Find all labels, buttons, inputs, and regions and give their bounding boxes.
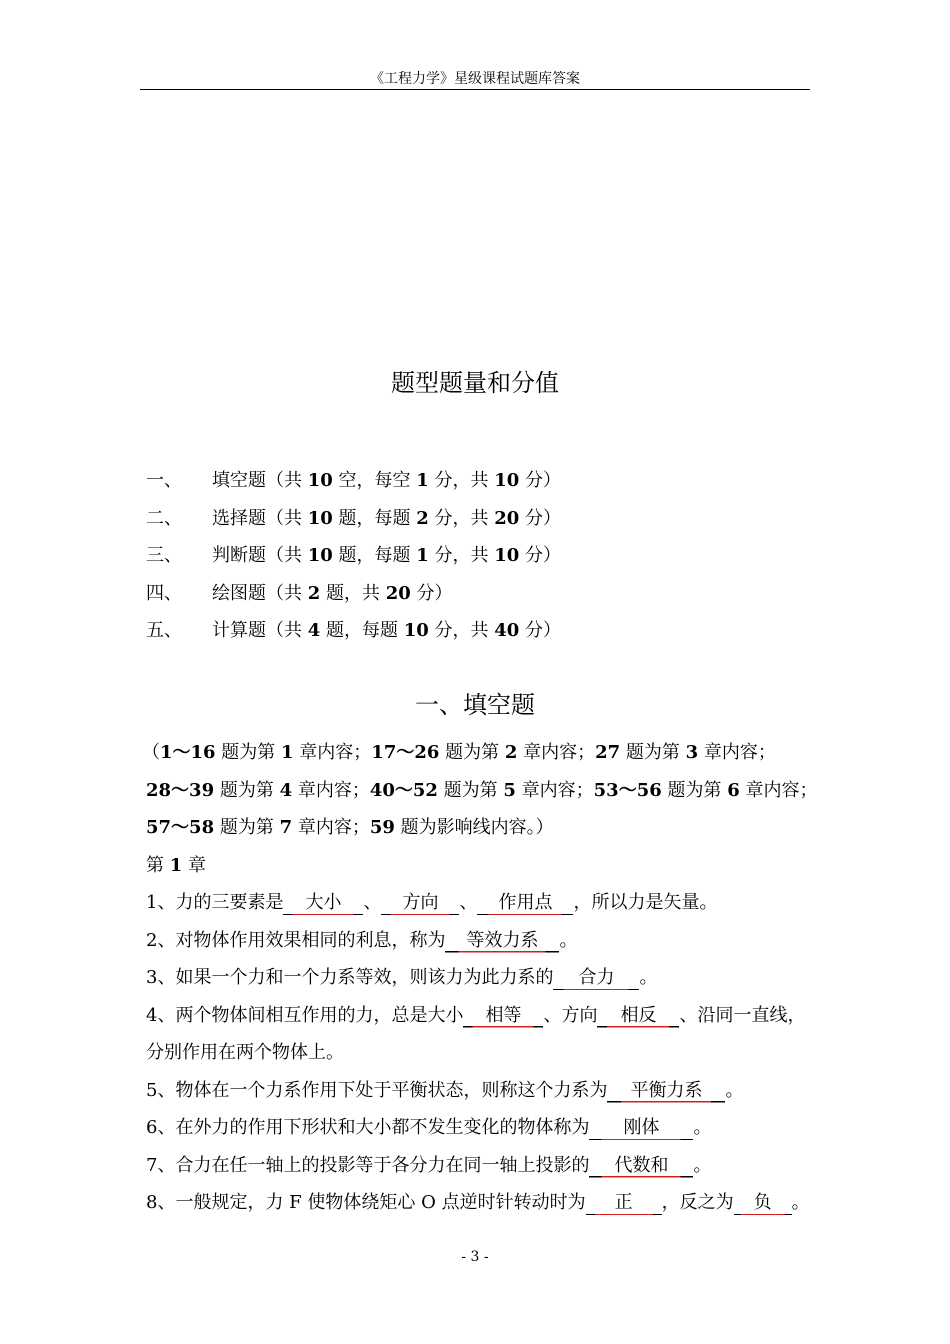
question-4-continued: 分别作用在两个物体上。	[146, 1042, 344, 1063]
question-type-item: 三、 判断题（共 10 题，每题 1 分，共 10 分）	[146, 545, 562, 566]
answer-blank: 作用点	[477, 891, 573, 915]
fill-in-section	[142, 738, 818, 1226]
answer-blank: 正	[586, 1191, 662, 1215]
question-type-item: 一、 填空题（共 10 空，每空 1 分，共 10 分）	[146, 470, 562, 491]
running-header: 《工程力学》星级课程试题库答案	[370, 71, 580, 87]
question-type-item: 四、 绘图题（共 2 题，共 20 分）	[146, 582, 453, 604]
question-1: 1、力的三要素是 大小 、 方向 、 作用点 ，所以力是矢量。	[146, 892, 718, 913]
section-title: 一、填空题	[415, 691, 535, 719]
chapter-heading: 第 1 章	[146, 854, 206, 876]
question-3: 3、如果一个力和一个力系等效，则该力为此力系的 合力 。	[146, 967, 658, 988]
chapter-range-note: （1～16 题为第 1 章内容；17～26 题为第 2 章内容；27 题为第 3 章内容；	[142, 742, 776, 763]
question-type-item: 五、 计算题（共 4 题，每题 10 分，共 40 分）	[146, 620, 562, 641]
answer-blank: 代数和	[589, 1154, 693, 1178]
chapter-range-note: 57～58 题为第 7 章内容；59 题为影响线内容。）	[146, 817, 554, 838]
question-7: 7、合力在任一轴上的投影等于各分力在同一轴上投影的 代数和 。	[146, 1154, 712, 1176]
answer-blank: 等效力系	[445, 929, 559, 953]
question-2: 2、对物体作用效果相同的利息，称为 等效力系 。	[146, 929, 578, 951]
answer-blank: 平衡力系	[607, 1079, 725, 1103]
question-6: 6、在外力的作用下形状和大小都不发生变化的物体称为 刚体 。	[146, 1117, 712, 1138]
chapter-range-note: 28～39 题为第 4 章内容；40～52 题为第 5 章内容；53～56 题为第 6 章内容；	[146, 779, 818, 801]
page-number: - 3 -	[461, 1249, 489, 1265]
answer-blank: 方向	[381, 891, 459, 915]
answer-blank: 大小	[283, 891, 363, 915]
question-type-item: 二、 选择题（共 10 题，每题 2 分，共 20 分）	[146, 507, 562, 529]
answer-blank: 相反	[597, 1004, 679, 1028]
question-type-list	[146, 466, 786, 654]
header-rule	[140, 89, 810, 90]
answer-blank: 负	[734, 1191, 792, 1215]
answer-blank: 相等	[463, 1004, 543, 1028]
answer-blank: 合力	[553, 966, 639, 990]
question-5: 5、物体在一个力系作用下处于平衡状态，则称这个力系为 平衡力系 。	[146, 1079, 744, 1101]
question-4: 4、两个物体间相互作用的力，总是大小 相等 、方向 相反 、沿同一直线，	[146, 1004, 806, 1026]
answer-blank: 刚体	[589, 1116, 693, 1140]
overview-title: 题型题量和分值	[391, 369, 559, 397]
question-8: 8、一般规定，力 F 使物体绕矩心 O 点逆时针转动时为 正 ，反之为 负 。	[146, 1192, 810, 1213]
